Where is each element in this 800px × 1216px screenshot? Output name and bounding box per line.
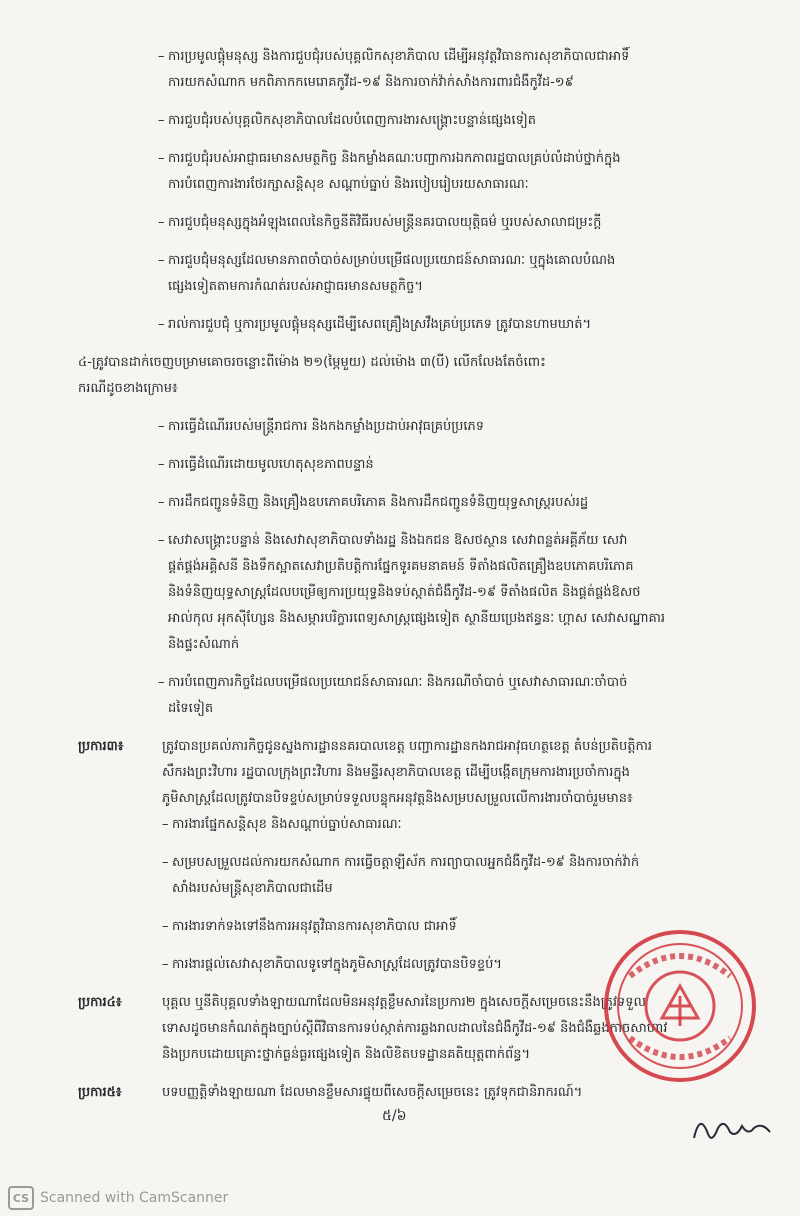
text-line: និងប្រកបដោយគ្រោះថ្នាក់ធ្ងន់ធ្ងរផ្សេងទៀត និងលិខិតបទដ្ឋានគតិយុត្តពាក់ព័ន្ធ។ [162,1047,531,1062]
text-line: អាល់កុល អុកស៊ីហ្សែន និងសម្ភារបរិក្ខារពេទ្យសាស្ត្រផ្សេងទៀត ស្ថានីយប្រេងឥន្ធនៈ ហ្គាស សេវាសណ្ឋាគារ [168,611,665,626]
paragraph-4 [78,350,778,402]
bullet-dash: – [158,49,165,64]
list-item [162,850,778,902]
bullet-dash: – [158,113,165,128]
text-line: សាំងរបស់មន្ត្រីសុខាភិបាលជាដើម [172,881,333,896]
text-line: ការងារទាក់ទងទៅនឹងការអនុវត្តវិធានការសុខាភិបាល ជាអាទិ៍ [172,919,457,934]
text-line: បុគ្គល ឬនីតិបុគ្គលទាំងឡាយណាដែលមិនអនុវត្តខ្លឹមសារនៃប្រការ២ ក្នុងសេចក្ដីសម្រេចនេះនឹងត្រូវទទួល [162,995,646,1010]
scanner-watermark [8,1186,228,1210]
list-item [78,452,778,478]
text-line: ផ្គត់ផ្គង់អគ្គិសនី និងទឹកស្អាតសេវាប្រតិបត្តិការផ្នែកទូរគមនាគមន៍ ទីតាំងផលិតគ្រឿងឧបភោគបរិភោគ [168,559,634,574]
list-item [78,108,778,134]
bullet-list-exceptions [78,414,778,722]
text-line: ការបំពេញការងារថែរក្សាសន្តិសុខ សណ្ដាប់ធ្នាប់ និងរបៀបរៀបរយសាធារណៈ [168,177,529,192]
list-item [78,44,778,96]
list-item [78,146,778,198]
list-item [78,248,778,300]
list-item [78,312,778,338]
text-line: ការជួបជុំមនុស្សដែលមានភាពចាំបាច់សម្រាប់បម្រើផលប្រយោជន៍សាធារណៈ ឬក្នុងគោលបំណង [168,253,616,268]
bullet-dash: – [162,817,169,832]
text-line: ផ្សេងទៀតតាមការកំណត់របស់អាជ្ញាធរមានសមត្ថកិច្ច។ [168,279,423,294]
text-line: សម្របសម្រួលដល់ការយកសំណាក ការធ្វើចត្តាឡីស័ក ការព្យាបាលអ្នកជំងឺកូវីដ-១៩ និងការចាក់វ៉ាក់ [172,855,640,870]
list-item [78,414,778,440]
text-line: សេវាសង្គ្រោះបន្ទាន់ និងសេវាសុខាភិបាលទាំងរដ្ឋ និងឯកជន ឱសថស្ថាន សេវាពន្លត់អគ្គីភ័យ សេវា [168,533,628,548]
text-line: ការងារផ្នែកសន្តិសុខ និងសណ្ដាប់ធ្នាប់សាធារណៈ [172,817,402,832]
article-label: ប្រការ៤៖ [78,995,122,1010]
list-item [78,528,778,658]
bullet-dash: – [158,457,165,472]
bullet-dash: – [158,419,165,434]
text-line: បទបញ្ញត្តិទាំងឡាយណា ដែលមានខ្លឹមសារផ្ទុយពីសេចក្ដីសម្រេចនេះ ត្រូវទុកជានិរាករណ៍។ [162,1085,583,1100]
text-line: ករណីដូចខាងក្រោម៖ [78,381,178,396]
list-item [78,670,778,722]
text-line: ដទៃទៀត [168,701,214,716]
bullet-dash: – [158,495,165,510]
text-line: ត្រូវបានប្រគល់ភារកិច្ចជូនស្នងការដ្ឋាននគរបាលខេត្ត បញ្ជាការដ្ឋានកងរាជអាវុធហត្ថខេត្ត តំបន់ប្រតិបត្តិការ [162,739,652,754]
text-line: ការជួបជុំមនុស្សក្នុងអំឡុងពេលនៃកិច្ចនីតិវិធីរបស់មន្ត្រីនគរបាលយុត្តិធម៌ ឬរបស់សាលាជម្រះក្ដី [168,215,602,230]
text-line: ទោសដូចមានកំណត់ក្នុងច្បាប់ស្ដីពីវិធានការទប់ស្កាត់ការឆ្លងរាលដាលនៃជំងឺកូវីដ-១៩ និងជំងឺឆ្លងកាចសាហាវ [162,1021,668,1036]
text-line: ការបំពេញភារកិច្ចដែលបម្រើផលប្រយោជន៍សាធារណៈ និងករណីចាំបាច់ ឬសេវាសាធារណៈចាំបាច់ [168,675,628,690]
bullet-dash: – [162,957,169,972]
list-item [78,490,778,516]
text-line: ភូមិសាស្ត្រដែលត្រូវបានបិទខ្ទប់សម្រាប់ទទួលបន្ទុកអនុវត្តនិងសម្របសម្រួលលើការងារចាំបាច់រួមមាន៖ [162,791,633,806]
article-label: ប្រការ៣៖ [78,739,124,754]
bullet-dash: – [162,855,169,870]
bullet-dash: – [158,151,165,166]
text-line: ការធ្វើដំណើរដោយមូលហេតុសុខភាពបន្ទាន់ [168,457,374,472]
bullet-dash: – [158,253,165,268]
article-label: ប្រការ៥៖ [78,1085,122,1100]
list-item [162,812,778,838]
bullet-dash: – [158,675,165,690]
watermark-text: Scanned with CamScanner [40,1190,229,1206]
text-line: ការដឹកជញ្ជូនទំនិញ និងគ្រឿងឧបភោគបរិភោគ និងការដឹកជញ្ជូនទំនិញយុទ្ធសាស្ត្ររបស់រដ្ឋ [168,495,589,510]
list-item [78,210,778,236]
text-line: ការធ្វើដំណើររបស់មន្ត្រីរាជការ និងកងកម្លាំងប្រដាប់អាវុធគ្រប់ប្រភេទ [168,419,485,434]
text-line: ការប្រមូលផ្ដុំមនុស្ស និងការជួបជុំរបស់បុគ្គលិកសុខាភិបាល ដើម្បីអនុវត្តវិធានការសុខាភិបាលជាអាទិ៍ [168,49,630,64]
text-line: ៤-ត្រូវបានដាក់ចេញបម្រាមគោចរចន្លោះពីម៉ោង ២១(ម្ភៃមួយ) ដល់ម៉ោង ៣(បី) លើកលែងតែចំពោះ [78,355,546,370]
text-line: ការជួបជុំរបស់បុគ្គលិកសុខាភិបាលដែលបំពេញការងារសង្គ្រោះបន្ទាន់ផ្សេងទៀត [168,113,537,128]
bullet-list-top [78,44,778,338]
camscanner-logo-icon: CS [8,1186,34,1210]
bullet-dash: – [158,215,165,230]
text-line: និងទំនិញយុទ្ធសាស្ត្រដែលបម្រើឲ្យការប្រយុទ្ធនិងទប់ស្កាត់ជំងឺកូវីដ-១៩ ទីតាំងផលិត និងផ្គត់ផ្គង់ឱសថ [168,585,641,600]
text-line: និងផ្ទះសំណាក់ [168,637,240,652]
text-line: ការយកសំណាក មកពិភាកកមេរោគកូវីដ-១៩ និងការចាក់វ៉ាក់សាំងការពារជំងឺកូវីដ-១៩ [168,75,574,90]
signature [690,1108,780,1152]
official-seal [600,926,760,1090]
text-line: ការងារផ្ដល់សេវាសុខាភិបាលទូទៅក្នុងភូមិសាស្ត្រដែលត្រូវបានបិទខ្ទប់។ [172,957,502,972]
bullet-dash: – [162,919,169,934]
text-line: រាល់ការជួបជុំ ឬការប្រមូលផ្ដុំមនុស្សដើម្បីសេពគ្រឿងស្រវឹងគ្រប់ប្រភេទ ត្រូវបានហាមឃាត់។ [168,317,592,332]
bullet-dash: – [158,533,165,548]
text-line: ការជួបជុំរបស់អាជ្ញាធរមានសមត្ថកិច្ច និងកម្លាំងគណៈបញ្ជាការឯកភាពរដ្ឋបាលគ្រប់លំដាប់ថ្នាក់ក្នុង [168,151,621,166]
page-number: ៥/៦ [382,1108,407,1124]
bullet-dash: – [158,317,165,332]
text-line: សឹករងព្រះវិហារ រដ្ឋបាលក្រុងព្រះវិហារ និងមន្ទីរសុខាភិបាលខេត្ត ដើម្បីបង្កើតក្រុមការងារប្រចាំការក្នុង [162,765,630,780]
